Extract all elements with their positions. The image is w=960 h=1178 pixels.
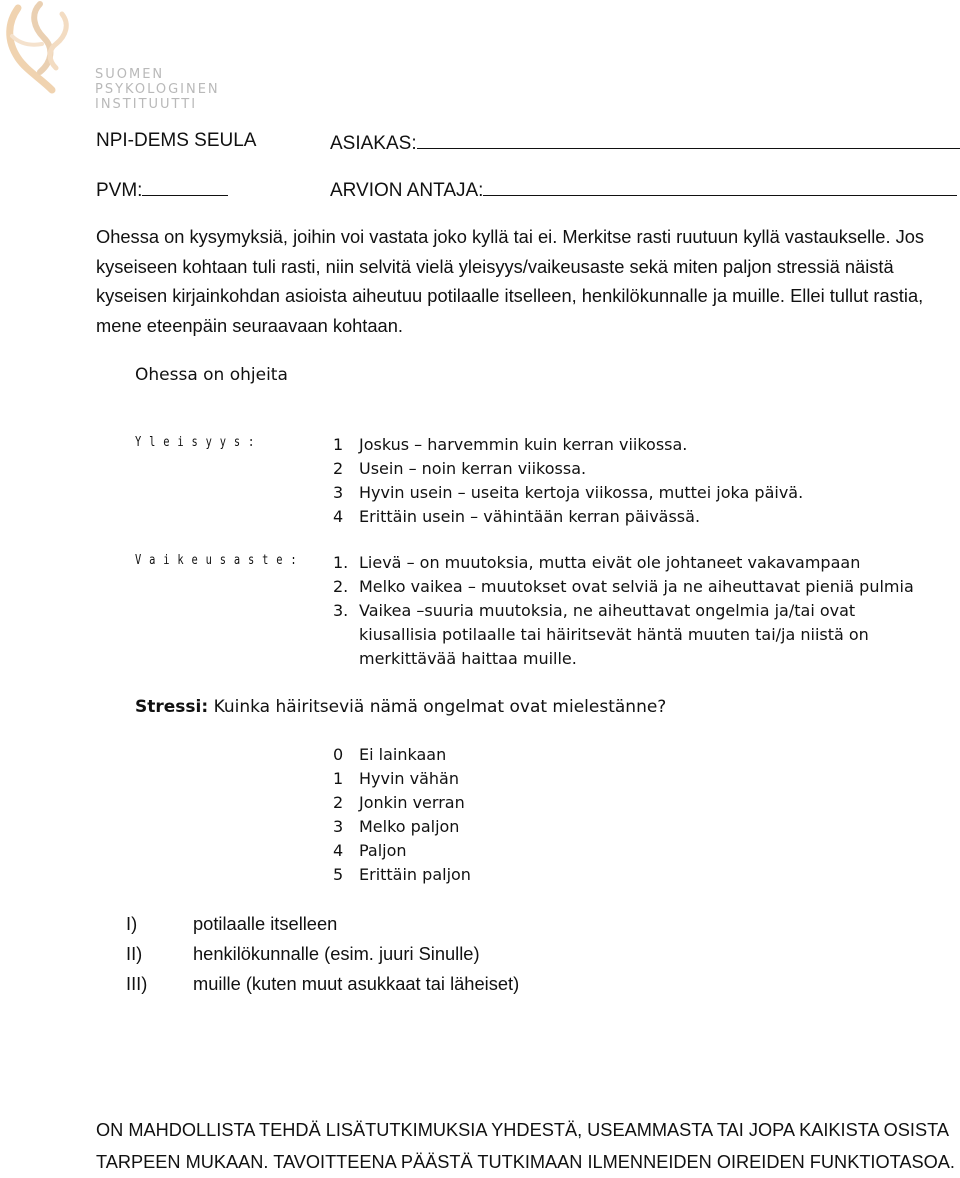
list-item: 2 Jonkin verran: [333, 793, 465, 812]
list-item: III) muille (kuten muut asukkaat tai läheiset): [126, 973, 520, 994]
frequency-list: [333, 433, 803, 529]
logo-line-2: PSYKOLOGINEN: [95, 82, 220, 97]
client-label: ASIAKAS:: [330, 133, 417, 154]
frequency-label: Y l e i s y y s :: [135, 435, 256, 450]
list-item: 1 Joskus – harvemmin kuin kerran viikossa.: [333, 435, 688, 454]
form-name: NPI-DEMS SEULA: [96, 130, 257, 151]
severity-label: V a i k e u s a s t e :: [135, 553, 298, 568]
stress-question: Kuinka häiritseviä nämä ongelmat ovat mielestänne?: [213, 697, 667, 717]
list-item: 4 Erittäin usein – vähintään kerran päivässä.: [333, 507, 701, 526]
list-item: 5 Erittäin paljon: [333, 865, 471, 884]
stress-target-list: [126, 909, 519, 999]
flame-logo-icon: [0, 0, 95, 95]
logo-line-3: INSTITUUTTI: [95, 97, 198, 112]
list-item: 3 Melko paljon: [333, 817, 460, 836]
assessor-field[interactable]: [330, 177, 957, 202]
list-item: 0 Ei lainkaan: [333, 745, 447, 764]
list-item: 1 Hyvin vähän: [333, 769, 459, 788]
list-item: 2 Usein – noin kerran viikossa.: [333, 459, 587, 478]
list-item: 3 Hyvin usein – useita kertoja viikossa, muttei joka päivä.: [333, 483, 804, 502]
list-item: 4 Paljon: [333, 841, 407, 860]
assessor-input-line[interactable]: [483, 177, 957, 196]
stress-label: Stressi:: [135, 697, 209, 717]
instructions-heading: Ohessa on ohjeita: [135, 365, 288, 385]
list-item: I) potilaalle itselleen: [126, 913, 338, 934]
assessor-label: ARVION ANTAJA:: [330, 180, 484, 201]
list-item: 1. Lievä – on muutoksia, mutta eivät ole johtaneet vakavampaan: [333, 553, 861, 572]
intro-paragraph: Ohessa on kysymyksiä, joihin voi vastata joko kyllä tai ei. Merkitse rasti ruutuun kyllä vastaukselle. Jos kyseiseen kohtaan tuli rasti, niin selvitä vielä yleisyys/vaikeusaste sekä miten paljon stressiä näistä kyseisen kirjainkohdan asioista aiheutuu potilaalle itselleen, henkilökunnalle ja muille. Ellei tullut rastia, mene eteenpäin seuraavaan kohtaan.: [96, 226, 925, 336]
client-input-line[interactable]: [417, 130, 960, 149]
date-label: PVM:: [96, 180, 143, 201]
stress-scale-list: [333, 743, 471, 887]
client-field[interactable]: [330, 130, 960, 155]
list-item: 2. Melko vaikea – muutokset ovat selviä ja ne aiheuttavat pieniä pulmia: [333, 577, 914, 596]
footer-line-1: ON MAHDOLLISTA TEHDÄ LISÄTUTKIMUKSIA YHDESTÄ, USEAMMASTA TAI JOPA KAIKISTA OSISTA: [96, 1120, 949, 1140]
stress-question-line: [135, 695, 666, 719]
logo-line-1: SUOMEN: [95, 67, 165, 82]
footer-line-2: TARPEEN MUKAAN. TAVOITTEENA PÄÄSTÄ TUTKIMAAN ILMENNEIDEN OIREIDEN FUNKTIOTASOA.: [96, 1152, 955, 1172]
list-item: 3. Vaikea –suuria muutoksia, ne aiheuttavat ongelmia ja/tai ovat kiusallisia potilaalle tai häiritsevät häntä muuten tai/ja niistä on merkittävää haittaa muille.: [333, 601, 869, 668]
list-item: II) henkilökunnalle (esim. juuri Sinulle): [126, 943, 480, 964]
severity-list: [333, 551, 933, 671]
date-input-line[interactable]: [142, 177, 228, 196]
date-field[interactable]: [96, 177, 228, 202]
